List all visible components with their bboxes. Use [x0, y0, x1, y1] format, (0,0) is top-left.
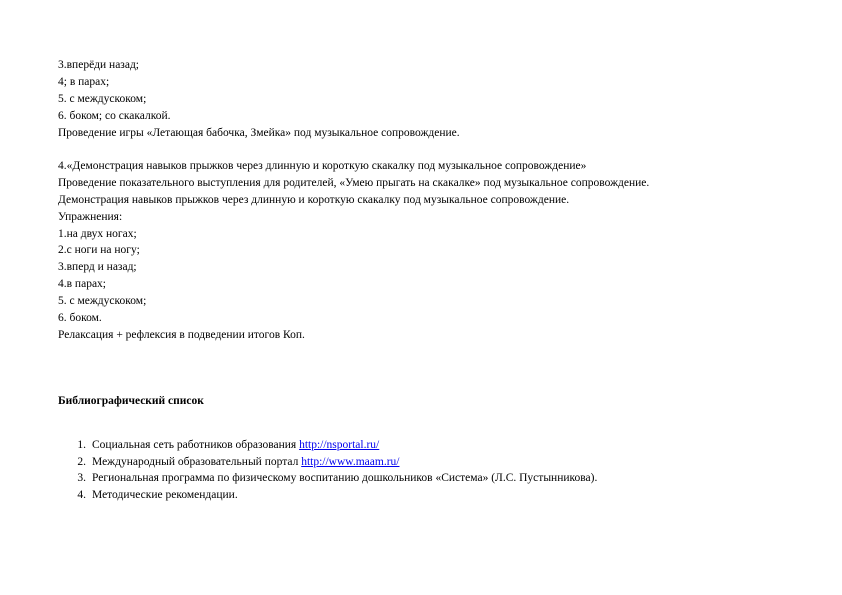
bibliography-item [58, 487, 818, 504]
item-text: Методические рекомендации. [92, 488, 238, 501]
bibliography-item [58, 437, 818, 454]
list-number: 1. [77, 439, 86, 451]
text-line: 3.вперд и назад; [58, 261, 137, 274]
bibliography-item [58, 454, 818, 471]
list-number: 4. [77, 488, 86, 501]
text-line: 1.на двух ногах; [58, 227, 137, 240]
list-number: 3. [77, 472, 86, 484]
demonstration-section [58, 158, 818, 344]
nsportal-link[interactable]: http://nsportal.ru/ [299, 439, 380, 451]
text-line: 4.в парах; [58, 278, 106, 291]
item-text: Международный образовательный портал [92, 455, 302, 468]
text-line: Проведение игры «Летающая бабочка, Змейка» под музыкальное сопровождение. [58, 126, 460, 139]
section-heading: 4.«Демонстрация навыков прыжков через длинную и короткую скакалку под музыкальное сопровождение» [58, 160, 587, 172]
bibliography-title: Библиографический список [58, 395, 204, 407]
text-line: Проведение показательного выступления для родителей, «Умею прыгать на скакалке» под музыкальное сопровождение. [58, 176, 650, 189]
text-line: 6. боком. [58, 312, 102, 325]
exercise-list-part-one [58, 57, 818, 141]
bibliography-list [58, 437, 818, 503]
text-line: 2.с ноги на ногу; [58, 244, 140, 257]
maam-link[interactable]: http://www.maam.ru/ [301, 455, 400, 468]
item-text: Региональная программа по физическому воспитанию дошкольников «Система» (Л.С. Пустынникова). [92, 472, 598, 484]
text-line: 4; в парах; [58, 75, 110, 88]
text-line: 6. боком; со скакалкой. [58, 109, 171, 122]
text-line: 5. с междускоком; [58, 92, 147, 105]
text-line: Релаксация + рефлексия в подведении итогов Коп. [58, 328, 305, 341]
list-number: 2. [77, 455, 86, 468]
bibliography-item [58, 470, 818, 487]
text-line: 3.вперёди назад; [58, 59, 139, 71]
exercises-label: Упражнения: [58, 210, 123, 223]
item-text: Социальная сеть работников образования [92, 439, 300, 451]
text-line: Демонстрация навыков прыжков через длинную и короткую скакалку под музыкальное сопровождение. [58, 193, 570, 206]
text-line: 5. с междускоком; [58, 295, 147, 308]
